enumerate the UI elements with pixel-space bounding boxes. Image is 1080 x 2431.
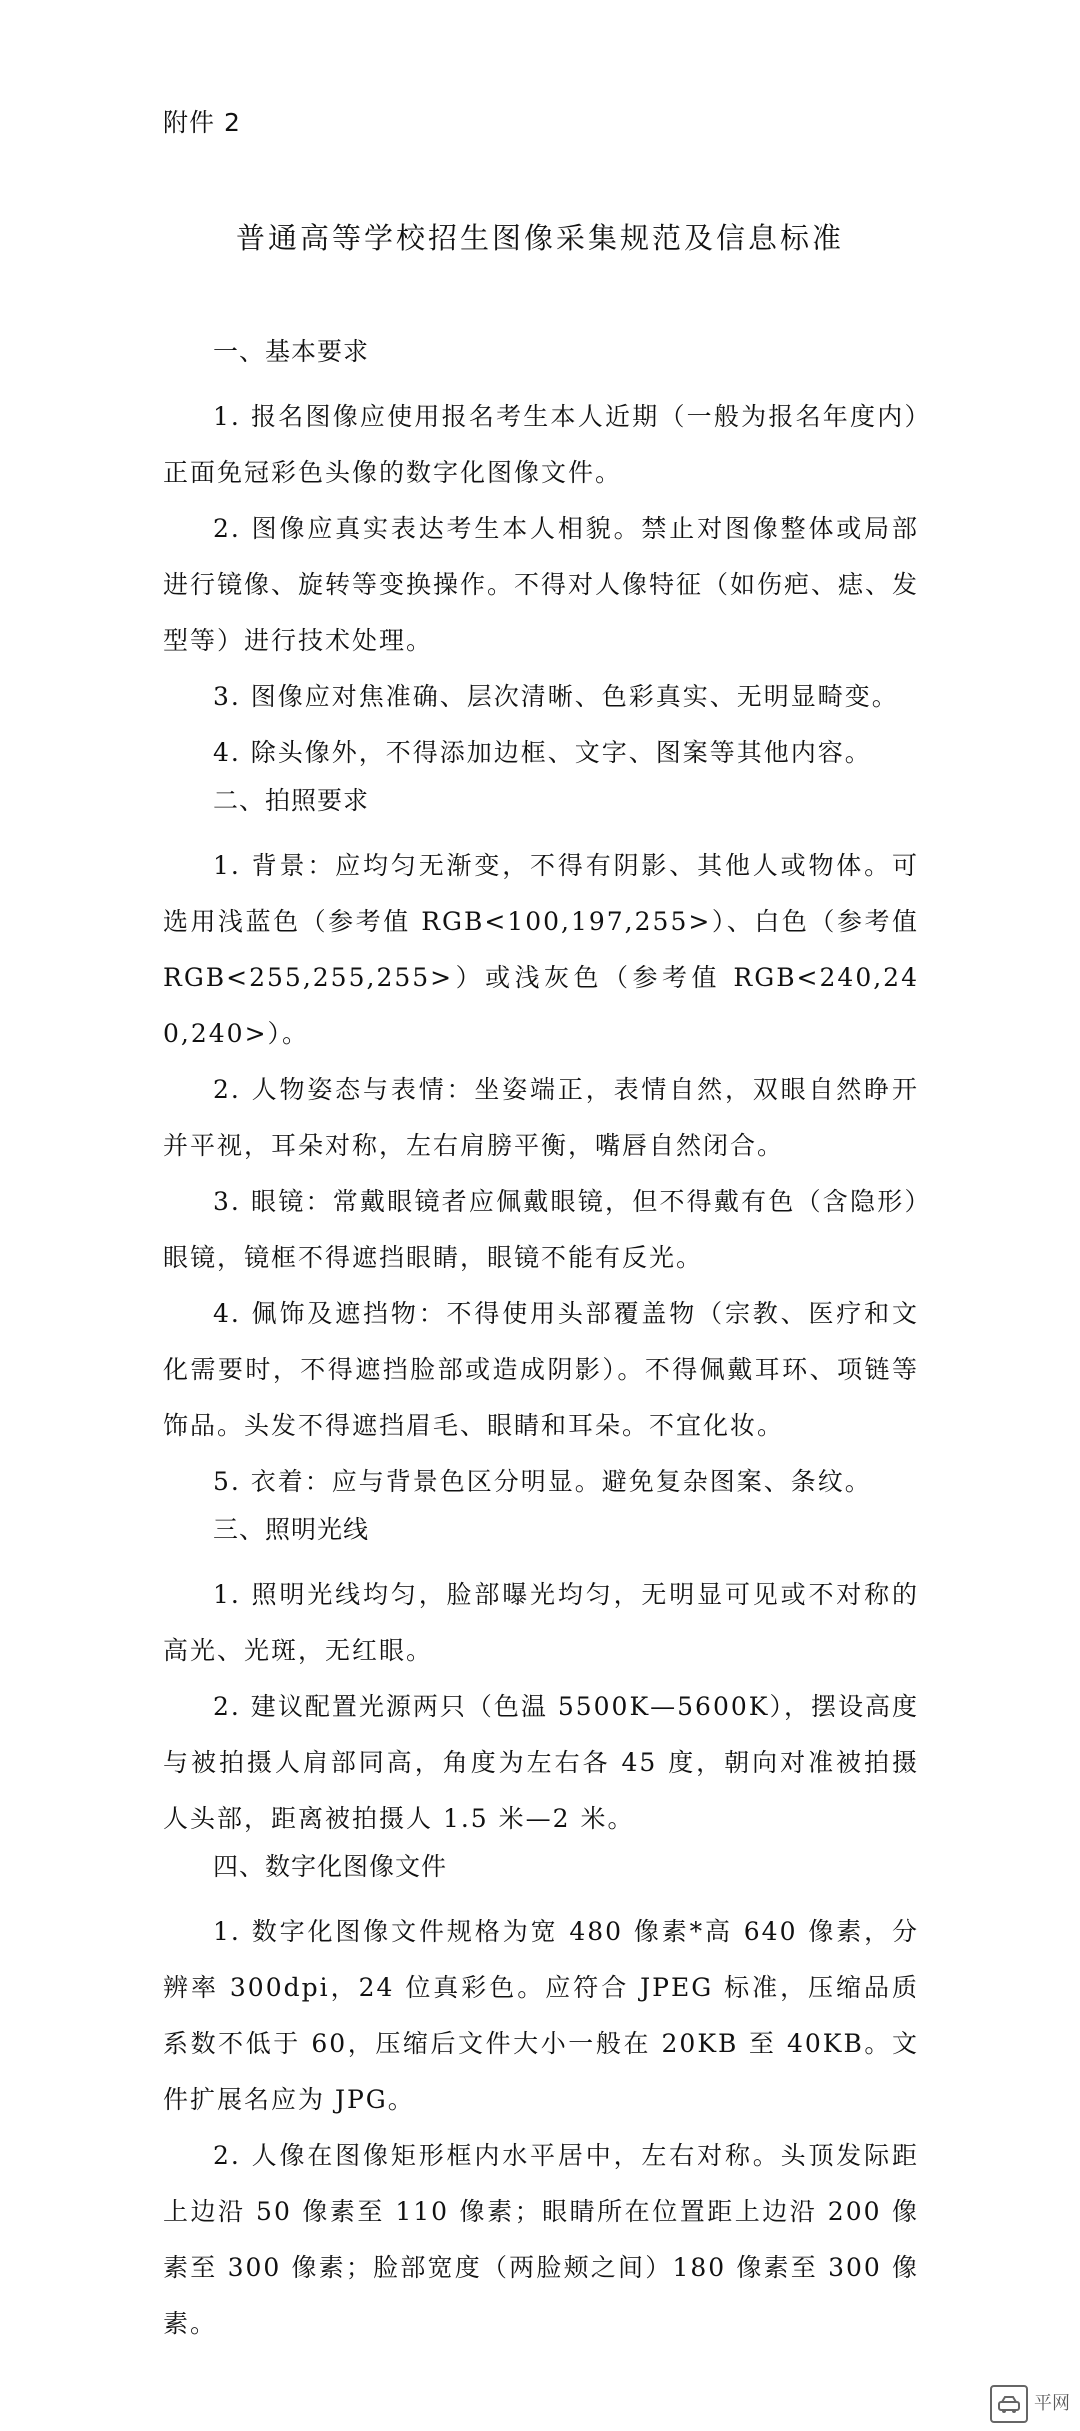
- section-item: 1. 数字化图像文件规格为宽 480 像素*高 640 像素，分辨率 300dpi，24 位真彩色。应符合 JPEG 标准，压缩品质系数不低于 60，压缩后文件大小一般在 20KB 至 40KB。文件扩展名应为 JPG。: [163, 1917, 919, 2114]
- attachment-label: 附件 2: [163, 108, 241, 137]
- section-item: 1. 照明光线均匀，脸部曝光均匀，无明显可见或不对称的高光、光斑，无红眼。: [163, 1580, 919, 1665]
- section-item: 1. 背景：应均匀无渐变，不得有阴影、其他人或物体。可选用浅蓝色（参考值 RGB<100,197,255>）、白色（参考值 RGB<255,255,255>）或浅灰色（参考值 RGB<240,240,240>）。: [163, 851, 919, 1048]
- document-body: [163, 332, 919, 2352]
- watermark-name: 平网: [1034, 2393, 1070, 2415]
- section-heading-basic: 一、基本要求: [213, 337, 370, 366]
- section-item: 1. 报名图像应使用报名考生本人近期（一般为报名年度内）正面免冠彩色头像的数字化图像文件。: [163, 402, 919, 487]
- watermark: [990, 2385, 1070, 2423]
- section-item: 4. 佩饰及遮挡物：不得使用头部覆盖物（宗教、医疗和文化需要时，不得遮挡脸部或造成阴影）。不得佩戴耳环、项链等饰品。头发不得遮挡眉毛、眼睛和耳朵。不宜化妆。: [163, 1299, 919, 1440]
- section-item: 2. 建议配置光源两只（色温 5500K—5600K），摆设高度与被拍摄人肩部同高，角度为左右各 45 度，朝向对准被拍摄人头部，距离被拍摄人 1.5 米—2 米。: [163, 1692, 919, 1833]
- section-item: 3. 眼镜：常戴眼镜者应佩戴眼镜，但不得戴有色（含隐形）眼镜，镜框不得遮挡眼睛，眼镜不能有反光。: [163, 1187, 919, 1272]
- section-item: 2. 图像应真实表达考生本人相貌。禁止对图像整体或局部进行镜像、旋转等变换操作。不得对人像特征（如伤疤、痣、发型等）进行技术处理。: [163, 514, 920, 655]
- section-item: 5. 衣着：应与背景色区分明显。避免复杂图案、条纹。: [213, 1467, 872, 1496]
- section-item: 3. 图像应对焦准确、层次清晰、色彩真实、无明显畸变。: [213, 682, 899, 711]
- section-item: 4. 除头像外，不得添加边框、文字、图案等其他内容。: [213, 738, 872, 767]
- section-heading-lighting: 三、照明光线: [213, 1515, 370, 1544]
- section-item: 2. 人像在图像矩形框内水平居中，左右对称。头顶发际距上边沿 50 像素至 110 像素；眼睛所在位置距上边沿 200 像素至 300 像素；脸部宽度（两脸颊之间）180 像素至 300 像素。: [163, 2141, 919, 2338]
- document-title: 普通高等学校招生图像采集规范及信息标准: [235, 221, 844, 255]
- section-heading-digital-file: 四、数字化图像文件: [213, 1852, 448, 1881]
- car-logo-icon: [990, 2385, 1028, 2423]
- section-heading-photo: 二、拍照要求: [213, 786, 370, 815]
- section-item: 2. 人物姿态与表情：坐姿端正，表情自然，双眼自然睁开并平视，耳朵对称，左右肩膀平衡，嘴唇自然闭合。: [163, 1075, 919, 1160]
